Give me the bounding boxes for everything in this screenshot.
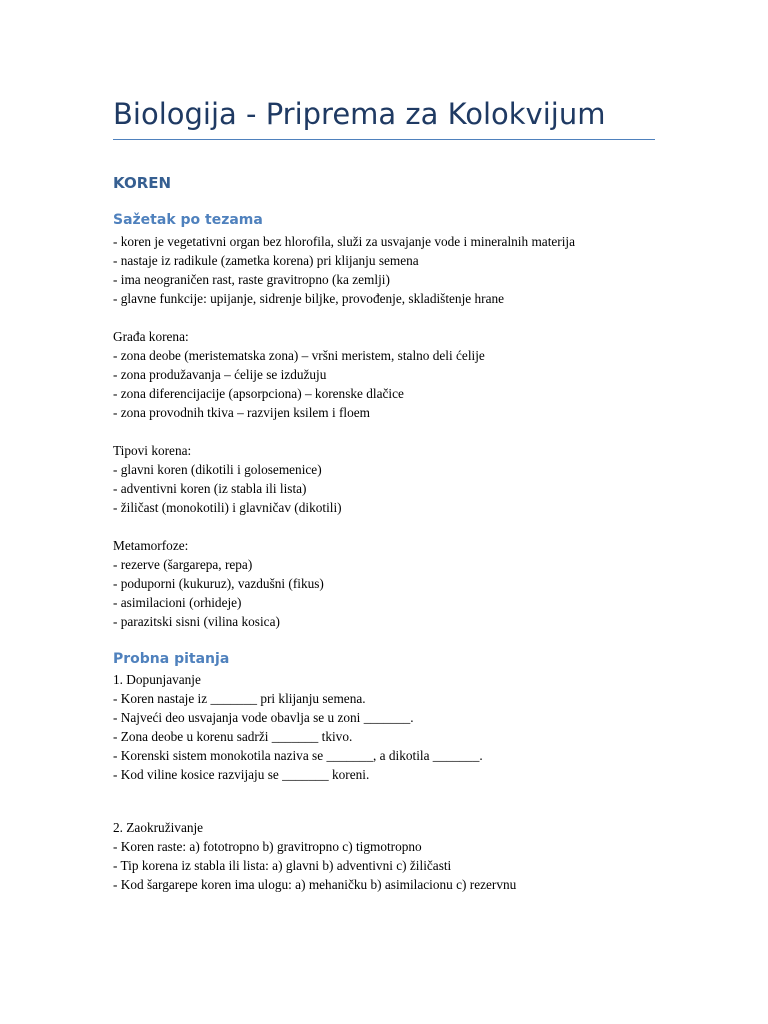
- summary-line: - zona provodnih tkiva – razvijen ksilem i floem: [113, 405, 371, 420]
- summary-line: - ima neograničen rast, raste gravitropno (ka zemlji): [113, 272, 390, 287]
- blank-line: [113, 422, 575, 441]
- question-line: - Kod viline kosice razvijaju se _______ koreni.: [113, 767, 370, 782]
- summary-subheading: Građa korena:: [113, 329, 189, 344]
- questions-heading: Probna pitanja: [113, 651, 230, 667]
- summary-line: - adventivni koren (iz stabla ili lista): [113, 481, 307, 496]
- blank-line: [113, 517, 575, 536]
- title-underline: [113, 139, 655, 140]
- summary-line: - rezerve (šargarepa, repa): [113, 557, 253, 572]
- summary-line: - nastaje iz radikule (zametka korena) pri klijanju semena: [113, 253, 419, 268]
- summary-subheading: Tipovi korena:: [113, 443, 192, 458]
- question-line: - Najveći deo usvajanja vode obavlja se u zoni _______.: [113, 710, 414, 725]
- summary-line: - koren je vegetativni organ bez hlorofila, služi za usvajanje vode i mineralnih materija: [113, 234, 576, 249]
- summary-line: - parazitski sisni (vilina kosica): [113, 614, 280, 629]
- summary-list: [113, 232, 575, 631]
- summary-line: - glavne funkcije: upijanje, sidrenje biljke, provođenje, skladištenje hrane: [113, 291, 505, 306]
- summary-line: - zona diferencijacije (apsorpciona) – korenske dlačice: [113, 386, 404, 401]
- blank-line: [113, 308, 575, 327]
- question-line: - Kod šargarepe koren ima ulogu: a) mehaničku b) asimilacionu c) rezervnu: [113, 877, 517, 892]
- question-line: - Koren raste: a) fototropno b) gravitropno c) tigmotropno: [113, 839, 422, 854]
- summary-line: - žiličast (monokotili) i glavničav (dikotili): [113, 500, 342, 515]
- section-heading: KOREN: [113, 174, 172, 192]
- summary-line: - poduporni (kukuruz), vazdušni (fikus): [113, 576, 324, 591]
- fill-in-list: [113, 670, 483, 784]
- question-line: - Tip korena iz stabla ili lista: a) glavni b) adventivni c) žiličasti: [113, 858, 452, 873]
- question-group-title: 1. Dopunjavanje: [113, 672, 201, 687]
- summary-line: - zona deobe (meristematska zona) – vršni meristem, stalno deli ćelije: [113, 348, 485, 363]
- question-line: - Korenski sistem monokotila naziva se _______, a dikotila _______.: [113, 748, 483, 763]
- document-title: Biologija - Priprema za Kolokvijum: [113, 97, 606, 131]
- question-line: - Koren nastaje iz _______ pri klijanju semena.: [113, 691, 366, 706]
- summary-heading: Sažetak po tezama: [113, 212, 263, 228]
- summary-subheading: Metamorfoze:: [113, 538, 189, 553]
- question-group-title: 2. Zaokruživanje: [113, 820, 204, 835]
- summary-line: - asimilacioni (orhideje): [113, 595, 242, 610]
- multiple-choice-list: [113, 818, 516, 894]
- question-line: - Zona deobe u korenu sadrži _______ tkivo.: [113, 729, 353, 744]
- summary-line: - zona produžavanja – ćelije se izdužuju: [113, 367, 327, 382]
- summary-line: - glavni koren (dikotili i golosemenice): [113, 462, 322, 477]
